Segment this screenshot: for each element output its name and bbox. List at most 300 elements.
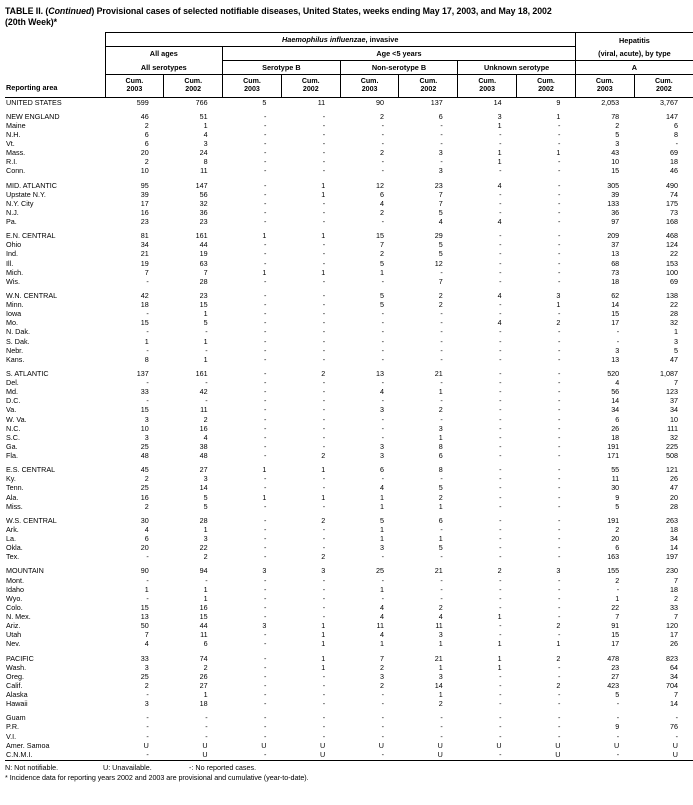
value-cell: 19 <box>199 249 208 259</box>
value-cell: - <box>557 157 561 167</box>
value-cell: 1 <box>203 584 208 594</box>
value-cell: 1 <box>438 387 443 397</box>
value-cell: 62 <box>611 290 620 300</box>
table-row <box>5 396 693 405</box>
reporting-area-cell: Maine <box>6 120 26 130</box>
value-cell: - <box>381 345 384 355</box>
reporting-area-cell: C.N.M.I. <box>5 750 105 761</box>
value-cell: 1 <box>379 534 384 544</box>
value-cell: 6 <box>438 451 443 461</box>
value-cell: 2 <box>556 318 561 328</box>
value-cell: - <box>499 575 502 585</box>
value-cell: - <box>263 639 267 649</box>
value-cell: 37 <box>611 240 620 250</box>
value-cell: - <box>263 612 267 622</box>
value-cell: - <box>263 731 267 741</box>
value-cell: 5 <box>438 483 443 493</box>
table-row <box>5 474 693 483</box>
table-row <box>5 286 693 300</box>
reporting-area-cell: Del. <box>6 378 19 388</box>
all-ages-header: All ages <box>105 47 223 61</box>
value-cell: 5 <box>379 290 384 300</box>
value-cell: 48 <box>199 451 208 461</box>
value-cell: 4 <box>379 198 384 208</box>
value-cell: - <box>263 575 267 585</box>
value-cell: 13 <box>611 249 620 259</box>
value-cell: - <box>499 249 502 259</box>
value-cell: 1 <box>438 662 443 672</box>
table-row <box>5 415 693 424</box>
value-cell: 11 <box>317 97 326 107</box>
value-cell: - <box>263 722 267 732</box>
value-cell: 14 <box>199 483 208 493</box>
value-cell: 423 <box>607 680 620 690</box>
reporting-area-cell: D.C. <box>6 396 21 406</box>
value-cell: 2 <box>379 662 384 672</box>
cum-year-header: Cum. 2002 <box>399 75 458 97</box>
reporting-area-cell: Ind. <box>6 249 18 259</box>
value-cell: - <box>499 354 502 364</box>
value-cell: 1 <box>144 336 149 346</box>
value-cell: - <box>322 474 326 484</box>
value-cell: - <box>381 217 384 227</box>
reporting-area-cell: UNITED STATES <box>6 97 62 107</box>
value-cell: 39 <box>140 189 149 199</box>
reporting-area-cell: Mo. <box>6 318 18 328</box>
value-cell: - <box>263 180 267 190</box>
value-cell: - <box>440 267 443 277</box>
table-row <box>5 511 693 525</box>
value-cell: 43 <box>611 148 620 158</box>
reporting-area-cell: Iowa <box>6 309 22 319</box>
value-cell: 18 <box>611 432 620 442</box>
value-cell: 7 <box>615 612 620 622</box>
value-cell: - <box>557 731 561 741</box>
value-cell: - <box>322 483 326 493</box>
value-cell: 15 <box>375 231 384 241</box>
value-cell: - <box>263 318 267 328</box>
value-cell: 2 <box>321 515 326 525</box>
value-cell: 17 <box>611 318 620 328</box>
value-cell: 22 <box>670 300 678 310</box>
value-cell: - <box>381 722 384 732</box>
value-cell: 5 <box>262 97 267 107</box>
value-cell: - <box>322 671 326 681</box>
reporting-area-cell: Ga. <box>6 441 18 451</box>
value-cell: - <box>263 387 267 397</box>
value-cell: 30 <box>140 515 149 525</box>
value-cell: - <box>557 451 561 461</box>
value-cell: 1 <box>321 465 326 475</box>
table-row <box>5 690 693 699</box>
value-cell: 17 <box>611 639 620 649</box>
haemophilus-rest-label: , invasive <box>365 35 399 45</box>
table-row <box>5 741 693 750</box>
value-cell: 5 <box>379 300 384 310</box>
value-cell: - <box>263 198 267 208</box>
reporting-area-cell: Idaho <box>6 584 24 594</box>
value-cell: - <box>557 414 561 424</box>
value-cell: 95 <box>140 180 149 190</box>
value-cell: 3 <box>497 111 502 121</box>
reporting-area-cell: Kans. <box>6 354 25 364</box>
value-cell: 1 <box>674 327 678 337</box>
value-cell: - <box>322 501 326 511</box>
value-cell: 50 <box>140 621 149 631</box>
cum-year-header: Cum. 2002 <box>164 75 223 97</box>
value-cell: 1 <box>321 231 326 241</box>
value-cell: 33 <box>140 387 149 397</box>
value-cell: 73 <box>611 267 620 277</box>
value-cell: - <box>322 166 326 176</box>
value-cell: 520 <box>607 368 620 378</box>
value-cell: 7 <box>144 630 149 640</box>
title-suffix: ) Provisional cases of selected notifiable diseases, United States, weeks ending May 17, 2003, and May 18, 2002 <box>91 6 552 16</box>
table-row <box>5 672 693 681</box>
value-cell: 6 <box>144 534 149 544</box>
value-cell: - <box>557 423 561 433</box>
value-cell: - <box>440 713 443 723</box>
value-cell: 81 <box>140 231 149 241</box>
table-row <box>5 337 693 346</box>
value-cell: - <box>557 378 561 388</box>
notifiable-diseases-table <box>5 32 693 761</box>
value-cell: 47 <box>670 354 678 364</box>
value-cell: - <box>557 441 561 451</box>
value-cell: - <box>557 630 561 640</box>
reporting-area-cell: Ohio <box>6 240 22 250</box>
value-cell: 1 <box>203 690 208 700</box>
value-cell: 33 <box>670 602 678 612</box>
value-cell: 766 <box>195 97 208 107</box>
value-cell: 14 <box>670 699 678 709</box>
value-cell: 3 <box>144 432 149 442</box>
value-cell: - <box>263 602 267 612</box>
value-cell: - <box>616 584 620 594</box>
value-cell: - <box>322 612 326 622</box>
reporting-area-cell: Ill. <box>6 258 14 268</box>
value-cell: - <box>263 414 267 424</box>
table-row <box>5 722 693 731</box>
hepatitis-a-header: A <box>575 61 693 75</box>
value-cell: - <box>440 584 443 594</box>
value-cell: U <box>281 750 340 761</box>
value-cell: 5 <box>615 690 620 700</box>
table-row <box>5 460 693 474</box>
value-cell: - <box>499 198 502 208</box>
value-cell: - <box>440 552 443 562</box>
value-cell: 305 <box>607 180 620 190</box>
value-cell: 2 <box>438 405 443 415</box>
value-cell: - <box>381 593 384 603</box>
value-cell: - <box>499 139 502 149</box>
value-cell: - <box>381 336 384 346</box>
value-cell: 1 <box>203 593 208 603</box>
value-cell: 42 <box>199 387 208 397</box>
value-cell: 9 <box>556 97 561 107</box>
cum-year-header: Cum. 2003 <box>575 75 634 97</box>
value-cell: 1 <box>556 111 561 121</box>
reporting-area-cell: Mont. <box>6 575 24 585</box>
value-cell: - <box>263 524 267 534</box>
value-cell: - <box>146 276 149 286</box>
value-cell: - <box>440 474 443 484</box>
value-cell: - <box>440 336 443 346</box>
value-cell: - <box>322 336 326 346</box>
value-cell: 21 <box>434 653 443 663</box>
value-cell: 1 <box>321 653 326 663</box>
value-cell: 24 <box>199 148 208 158</box>
reporting-area-cell: NEW ENGLAND <box>6 111 60 121</box>
value-cell: - <box>381 378 384 388</box>
value-cell: 69 <box>670 276 678 286</box>
table-row <box>5 603 693 612</box>
value-cell: - <box>499 671 502 681</box>
value-cell: 21 <box>140 249 149 259</box>
value-cell: 3 <box>379 441 384 451</box>
value-cell: 3 <box>379 671 384 681</box>
value-cell: - <box>557 139 561 149</box>
value-cell: - <box>557 207 561 217</box>
value-cell: - <box>263 483 267 493</box>
value-cell: - <box>440 139 443 149</box>
table-row <box>5 405 693 414</box>
value-cell: - <box>322 120 326 130</box>
value-cell: - <box>557 671 561 681</box>
value-cell: 1 <box>497 639 502 649</box>
value-cell: 5 <box>438 543 443 553</box>
value-cell: - <box>499 423 502 433</box>
value-cell: - <box>440 354 443 364</box>
value-cell: - <box>381 327 384 337</box>
value-cell: 153 <box>666 258 678 268</box>
value-cell: 5 <box>615 501 620 511</box>
value-cell: - <box>557 231 561 241</box>
value-cell: - <box>263 451 267 461</box>
value-cell: - <box>557 336 561 346</box>
value-cell: 15 <box>140 318 149 328</box>
value-cell: 16 <box>199 423 208 433</box>
reporting-area-cell: Mass. <box>6 148 26 158</box>
table-row <box>5 663 693 672</box>
value-cell: 2 <box>556 680 561 690</box>
value-cell: 3 <box>203 534 208 544</box>
value-cell: 3 <box>379 405 384 415</box>
value-cell: 3 <box>556 290 561 300</box>
value-cell: 51 <box>199 111 208 121</box>
reporting-area-cell: Tex. <box>6 552 20 562</box>
value-cell: 5 <box>674 345 678 355</box>
value-cell: - <box>499 465 502 475</box>
value-cell: 32 <box>199 198 208 208</box>
value-cell: 3 <box>438 148 443 158</box>
value-cell: 3 <box>144 699 149 709</box>
value-cell: - <box>499 240 502 250</box>
value-cell: - <box>675 713 678 723</box>
reporting-area-cell: Hawaii <box>6 699 28 709</box>
value-cell: 1 <box>438 639 443 649</box>
value-cell: 28 <box>670 309 678 319</box>
value-cell: 6 <box>674 120 678 130</box>
value-cell: 1 <box>379 492 384 502</box>
value-cell: - <box>263 552 267 562</box>
table-row <box>5 699 693 708</box>
value-cell: 7 <box>438 189 443 199</box>
table-title <box>5 6 677 27</box>
title-prefix: TABLE II. ( <box>5 6 49 16</box>
reporting-area-cell: E.S. CENTRAL <box>6 465 56 475</box>
value-cell: 2 <box>556 621 561 631</box>
value-cell: - <box>322 276 326 286</box>
value-cell: 3 <box>379 451 384 461</box>
value-cell: 6 <box>615 543 620 553</box>
value-cell: - <box>499 534 502 544</box>
value-cell: 27 <box>199 465 208 475</box>
value-cell: - <box>322 680 326 690</box>
value-cell: 137 <box>430 97 443 107</box>
value-cell: - <box>263 515 267 525</box>
value-cell: 33 <box>140 653 149 663</box>
value-cell: - <box>381 276 384 286</box>
value-cell: 175 <box>666 198 678 208</box>
value-cell: 163 <box>607 552 620 562</box>
incidence-note: * Incidence data for reporting years 2002 and 2003 are provisional and cumulative (year-to-date). <box>5 772 309 782</box>
reporting-area-cell: Nev. <box>6 639 21 649</box>
legend-line <box>5 763 693 773</box>
value-cell: U <box>613 740 620 750</box>
value-cell: 19 <box>140 258 149 268</box>
value-cell: 2 <box>615 120 620 130</box>
table-row <box>5 649 693 663</box>
value-cell: - <box>263 368 267 378</box>
value-cell: 18 <box>670 584 678 594</box>
value-cell: 5 <box>203 318 208 328</box>
value-cell: - <box>263 111 267 121</box>
value-cell: - <box>322 345 326 355</box>
table-row <box>5 121 693 130</box>
value-cell: - <box>146 396 149 406</box>
value-cell: 1 <box>438 501 443 511</box>
value-cell: 8 <box>438 465 443 475</box>
value-cell: - <box>499 336 502 346</box>
value-cell: 13 <box>140 612 149 622</box>
reporting-area-cell: Ky. <box>6 474 16 484</box>
value-cell: - <box>205 396 208 406</box>
value-cell: 26 <box>611 423 620 433</box>
value-cell: 9 <box>615 722 620 732</box>
value-cell: 11 <box>200 166 208 176</box>
value-cell: U <box>261 740 267 750</box>
table-row <box>5 346 693 355</box>
table-row <box>5 543 693 552</box>
table-row <box>5 249 693 258</box>
value-cell: 34 <box>140 240 149 250</box>
value-cell: 5 <box>438 207 443 217</box>
value-cell: - <box>381 552 384 562</box>
value-cell: - <box>381 166 384 176</box>
value-cell: 17 <box>670 630 678 640</box>
value-cell: 3 <box>674 336 678 346</box>
value-cell: 191 <box>607 441 620 451</box>
value-cell: 1 <box>497 612 502 622</box>
value-cell: 15 <box>611 309 620 319</box>
value-cell: 30 <box>611 483 620 493</box>
value-cell: 1 <box>262 492 267 502</box>
value-cell: - <box>557 129 561 139</box>
value-cell: 28 <box>670 501 678 511</box>
value-cell: 74 <box>670 189 678 199</box>
value-cell: - <box>322 318 326 328</box>
value-cell: - <box>205 378 208 388</box>
value-cell: - <box>322 593 326 603</box>
value-cell: 11 <box>200 405 208 415</box>
value-cell: 1 <box>497 157 502 167</box>
value-cell: 11 <box>376 621 384 631</box>
value-cell: - <box>499 368 502 378</box>
value-cell: - <box>205 722 208 732</box>
table-row <box>5 277 693 286</box>
value-cell: U <box>437 740 443 750</box>
value-cell: - <box>263 405 267 415</box>
value-cell: - <box>557 492 561 502</box>
value-cell: - <box>557 405 561 415</box>
value-cell: 230 <box>666 566 678 576</box>
reporting-area-cell: N.Y. City <box>6 198 34 208</box>
value-cell: - <box>499 300 502 310</box>
value-cell: 161 <box>195 231 208 241</box>
value-cell: - <box>381 690 384 700</box>
value-cell: 90 <box>375 97 384 107</box>
value-cell: - <box>458 750 517 761</box>
value-cell: 1 <box>321 189 326 199</box>
value-cell: 76 <box>670 722 678 732</box>
value-cell: - <box>263 354 267 364</box>
value-cell: - <box>557 240 561 250</box>
value-cell: - <box>322 387 326 397</box>
value-cell: - <box>263 699 267 709</box>
value-cell: - <box>322 699 326 709</box>
value-cell: - <box>381 699 384 709</box>
cum-year-header: Cum. 2002 <box>281 75 340 97</box>
value-cell: 3 <box>379 543 384 553</box>
value-cell: 4 <box>497 290 502 300</box>
value-cell: - <box>557 180 561 190</box>
value-cell: U <box>496 740 502 750</box>
value-cell: 1 <box>321 180 326 190</box>
value-cell: 599 <box>136 97 149 107</box>
value-cell: - <box>499 483 502 493</box>
value-cell: - <box>557 189 561 199</box>
cum-year-header: Cum. 2003 <box>458 75 517 97</box>
value-cell: - <box>381 120 384 130</box>
reporting-area-cell: Colo. <box>6 602 23 612</box>
value-cell: - <box>499 414 502 424</box>
reporting-area-cell: N.C. <box>6 423 21 433</box>
reporting-area-cell: Fla. <box>6 451 18 461</box>
value-cell: 64 <box>670 662 678 672</box>
value-cell: - <box>322 423 326 433</box>
value-cell: 3 <box>438 630 443 640</box>
value-cell: 155 <box>607 566 620 576</box>
value-cell: 7 <box>438 276 443 286</box>
value-cell: 138 <box>666 290 678 300</box>
value-cell: - <box>557 327 561 337</box>
value-cell: 3 <box>438 423 443 433</box>
value-cell: - <box>499 621 502 631</box>
value-cell: - <box>557 309 561 319</box>
value-cell: 1 <box>438 534 443 544</box>
value-cell: - <box>322 129 326 139</box>
